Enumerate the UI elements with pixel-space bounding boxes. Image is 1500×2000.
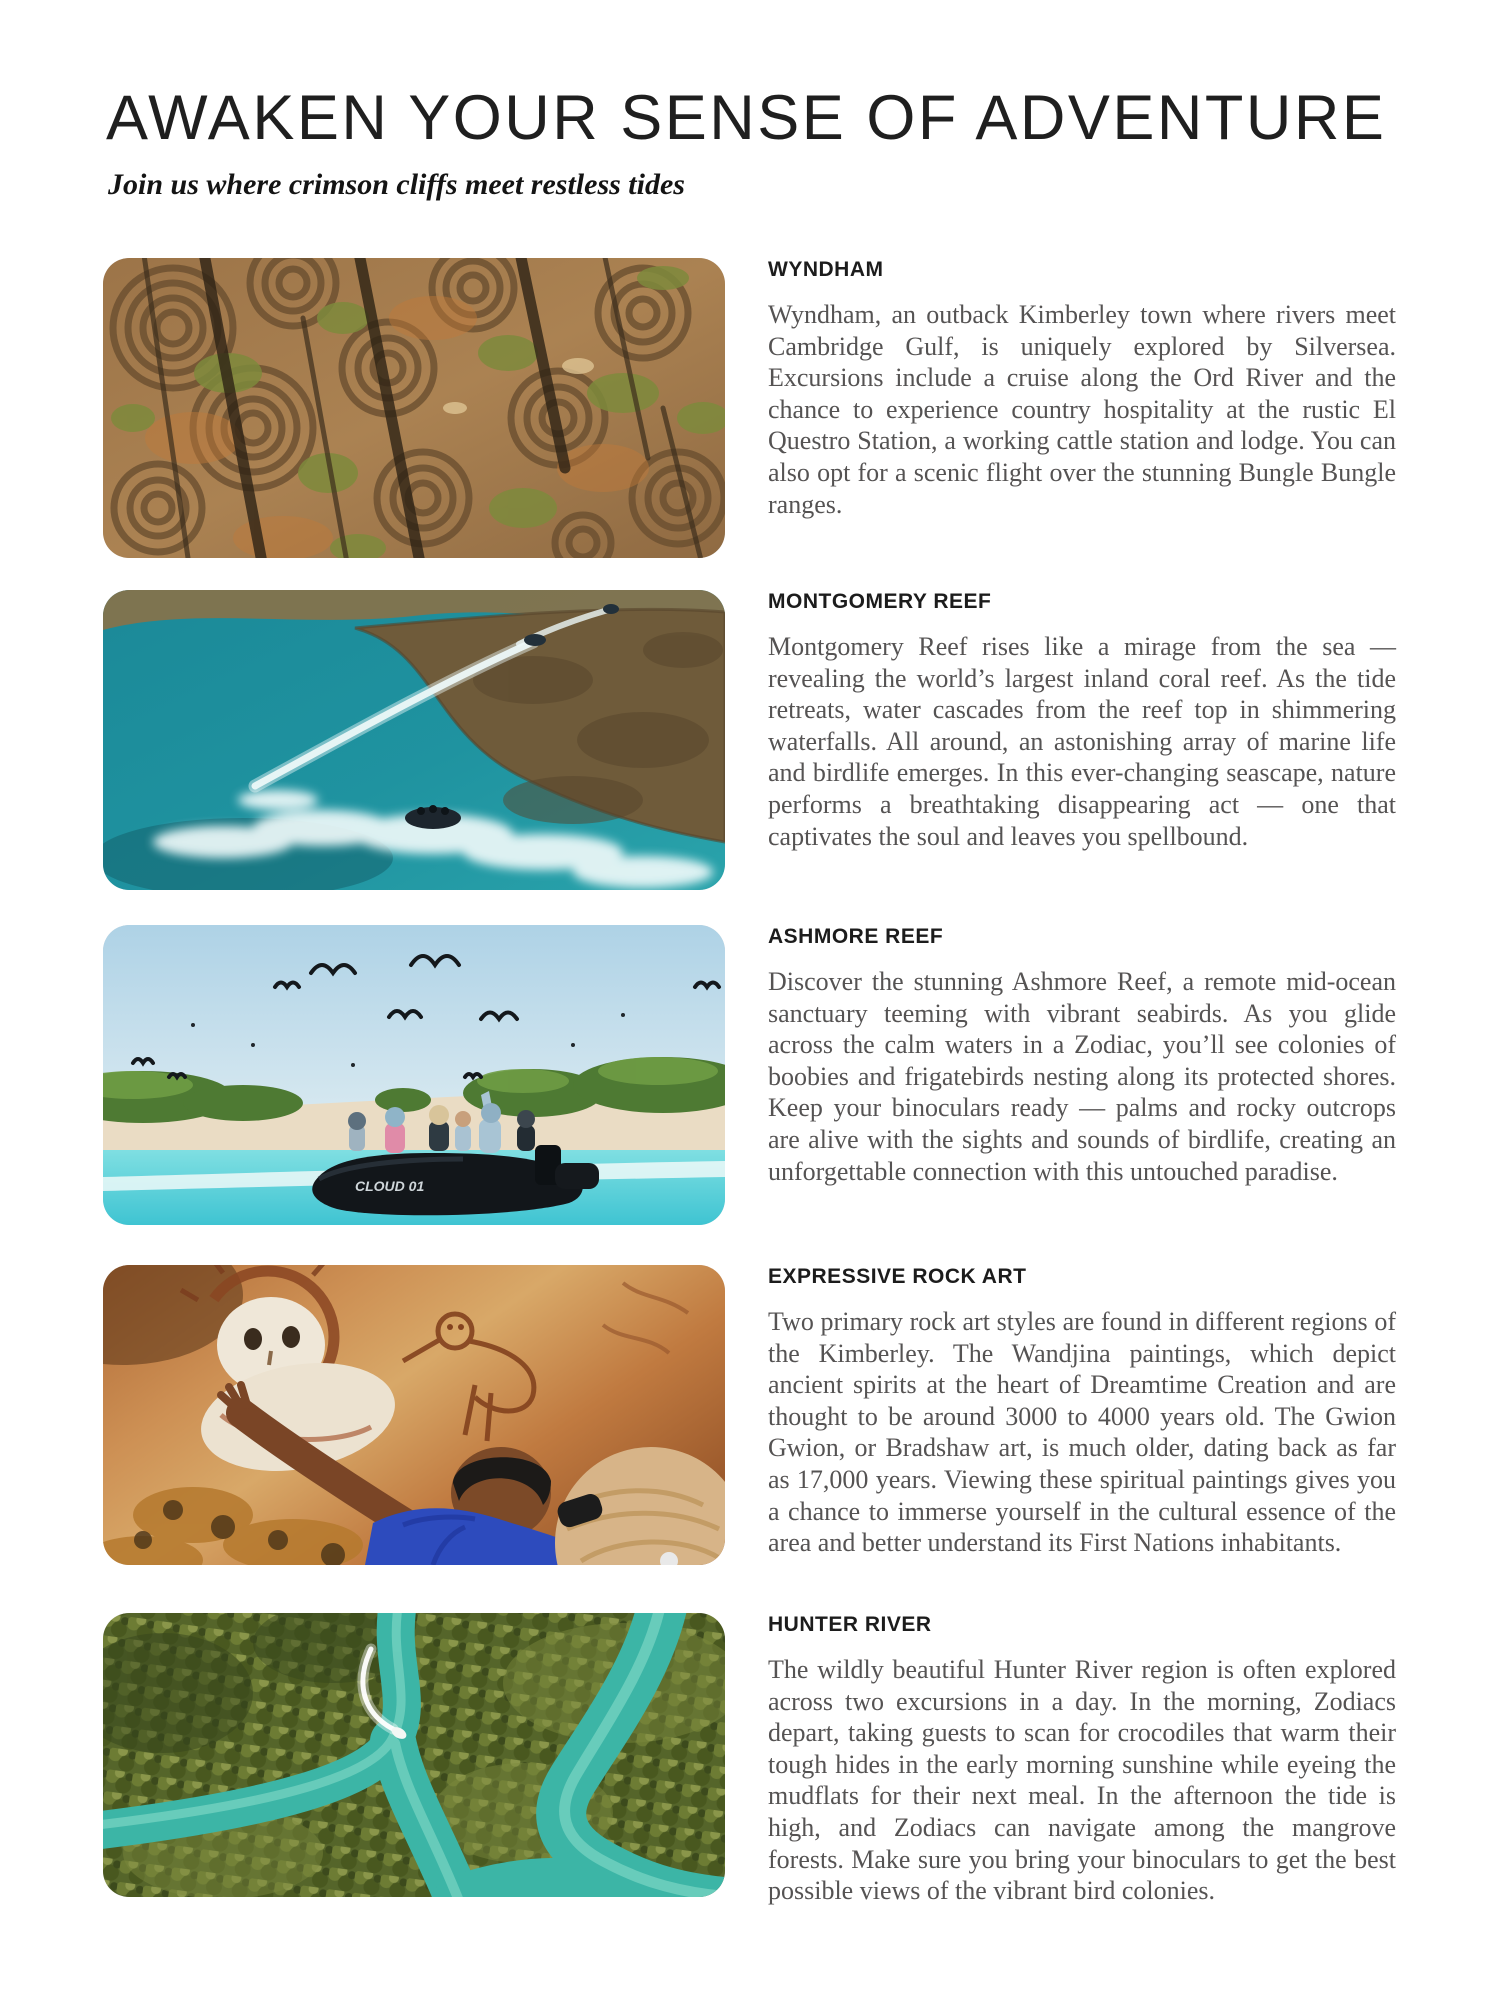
section-heading-hunter-river: HUNTER RIVER [768, 1613, 932, 1636]
hunter-river-illustration [103, 1613, 725, 1897]
photo-ashmore-reef [103, 925, 725, 1225]
zodiac-boat-label: CLOUD 01 [355, 1178, 425, 1194]
rock-art-illustration [103, 1265, 725, 1565]
page-subtitle: Join us where crimson cliffs meet restless tides [108, 168, 685, 201]
section-body-hunter-river: The wildly beautiful Hunter River region is often explored across two excursions in a day. In the morning, Zodiacs depart, taking guests to scan for crocodiles that warm their tough hides in the early morning sunshine while eyeing the mudflats for their next meal. In the afternoon the tide is high, and Zodiacs can navigate among the mangrove forests. Make sure you bring your binoculars to get the best possible views of the vibrant bird colonies. [768, 1655, 1396, 1906]
section-heading-wyndham: WYNDHAM [768, 258, 884, 281]
section-heading-ashmore-reef: ASHMORE REEF [768, 925, 944, 948]
photo-bungle-bungle [103, 258, 725, 558]
page-title: AWAKEN YOUR SENSE OF ADVENTURE [106, 83, 1387, 153]
section-rock-art [103, 1265, 1398, 1575]
section-wyndham [103, 258, 1398, 568]
section-body-ashmore-reef: Discover the stunning Ashmore Reef, a remote mid-ocean sanctuary teeming with vibrant seabirds. As you glide across the calm waters in a Zodiac, you’ll see colonies of boobies and frigatebirds nesting along its protected shores. Keep your binoculars ready — palms and rocky outcrops are alive with the sights and sounds of birdlife, creating an unforgettable connection with this untouched paradise. [768, 967, 1396, 1186]
section-ashmore-reef [103, 925, 1398, 1235]
photo-rock-art [103, 1265, 725, 1565]
section-montgomery-reef [103, 590, 1398, 900]
section-heading-rock-art: EXPRESSIVE ROCK ART [768, 1265, 1027, 1288]
photo-montgomery-reef [103, 590, 725, 890]
section-body-wyndham: Wyndham, an outback Kimberley town where rivers meet Cambridge Gulf, is uniquely explored by Silversea. Excursions include a cruise along the Ord River and the chance to experience country hospitality at the rustic El Questro Station, a working cattle station and lodge. You can also opt for a scenic flight over the stunning Bungle Bungle ranges. [768, 300, 1396, 519]
montgomery-reef-illustration [103, 590, 725, 890]
section-heading-montgomery-reef: MONTGOMERY REEF [768, 590, 992, 613]
photo-hunter-river [103, 1613, 725, 1897]
section-body-montgomery-reef: Montgomery Reef rises like a mirage from the sea — revealing the world’s largest inland coral reef. As the tide retreats, water cascades from the reef top in shimmering waterfalls. All around, an astonishing array of marine life and birdlife emerges. In this ever-changing seascape, nature performs a breathtaking disappearing act — one that captivates the soul and leaves you spellbound. [768, 632, 1396, 851]
ashmore-reef-illustration [103, 925, 725, 1225]
section-body-rock-art: Two primary rock art styles are found in different regions of the Kimberley. The Wandjina paintings, which depict ancient spirits at the heart of Dreamtime Creation and are thought to be around 3000 to 4000 years old. The Gwion Gwion, or Bradshaw art, is much older, dating back as far as 17,000 years. Viewing these spiritual paintings gives you a chance to immerse yourself in the cultural essence of the area and better understand its First Nations inhabitants. [768, 1307, 1396, 1558]
bungle-bungle-illustration [103, 258, 725, 558]
section-hunter-river [103, 1613, 1398, 1923]
